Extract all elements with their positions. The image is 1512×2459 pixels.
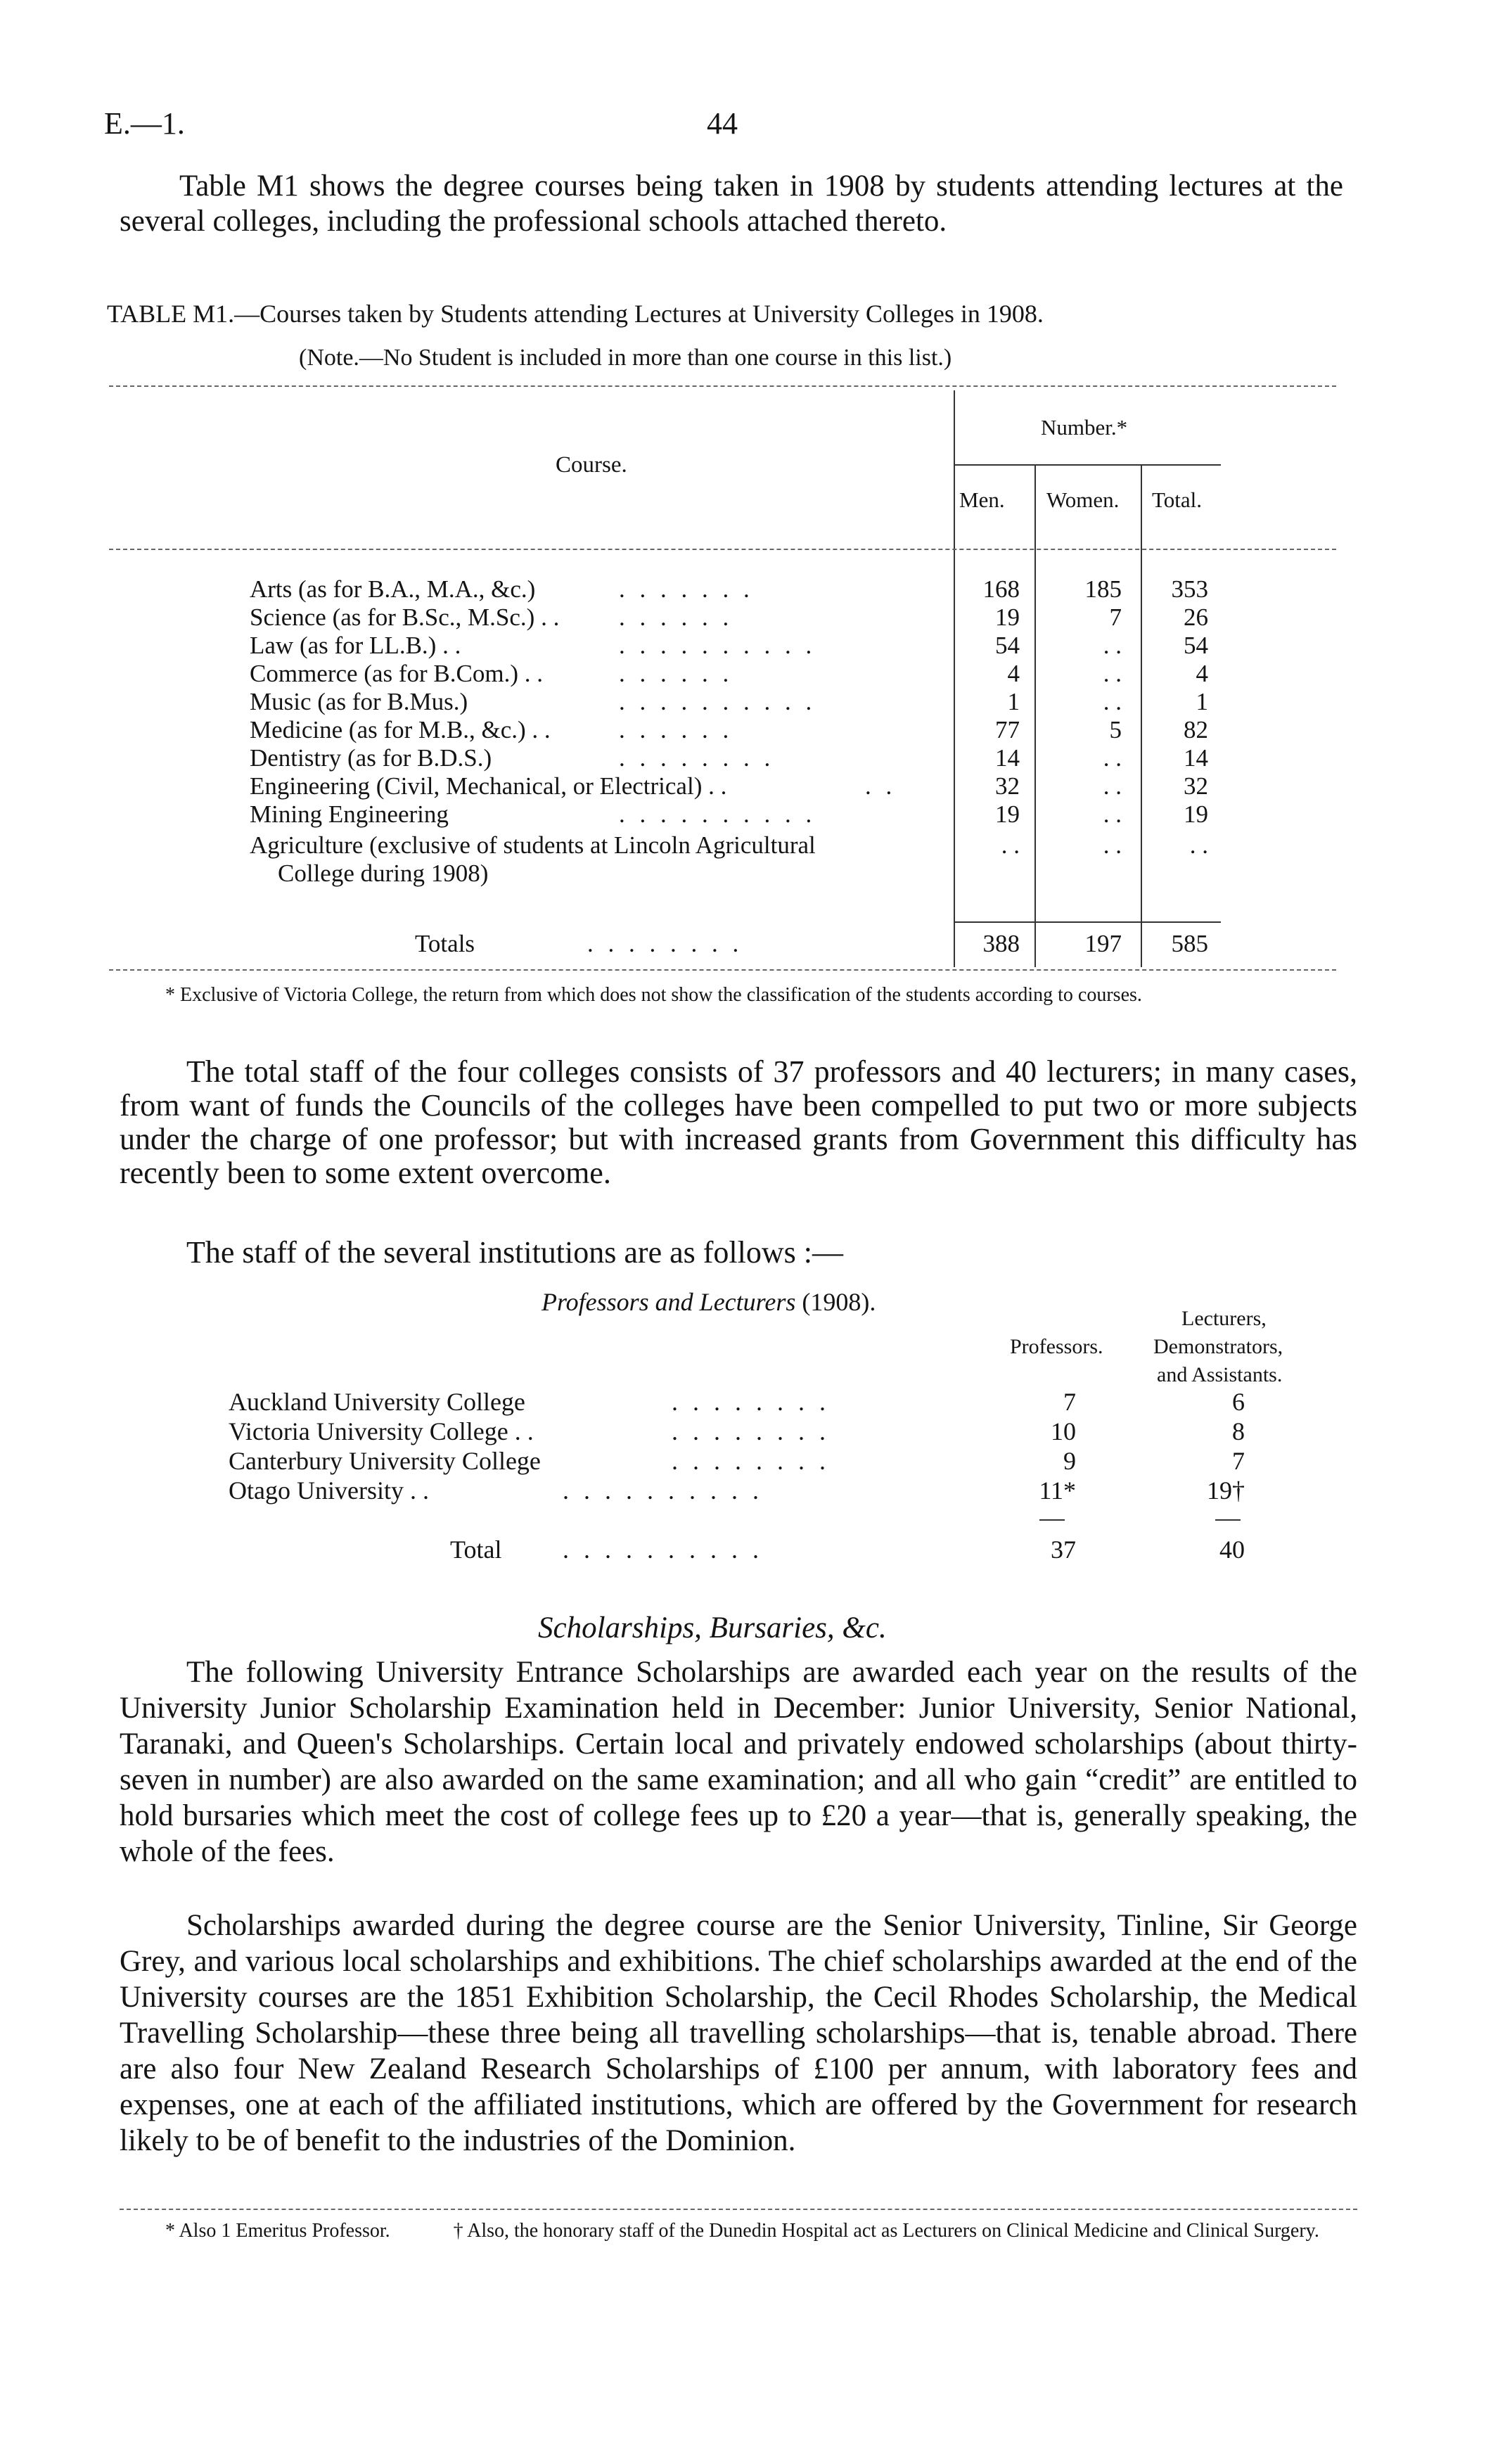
- men-cell: 14: [995, 744, 1020, 772]
- table-row: [0, 632, 1512, 660]
- column-header-number: Number.*: [1041, 415, 1128, 440]
- total-cell: 19: [1184, 800, 1208, 828]
- leader-dots: . . . . . . . . . .: [563, 1476, 763, 1505]
- leader-dots: . . . . . .: [619, 716, 733, 743]
- total-cell: . .: [1189, 831, 1208, 859]
- women-cell: . .: [1103, 744, 1122, 772]
- professors-sum-rule: [1039, 1519, 1065, 1521]
- table-row: [0, 800, 1512, 829]
- staff-row: [0, 1387, 1512, 1417]
- leader-dots: . . . . . . . . . .: [619, 688, 816, 715]
- staff-row: [0, 1446, 1512, 1476]
- men-total: 388: [982, 930, 1020, 957]
- course-cell: Music (as for B.Mus.): [250, 688, 468, 715]
- men-cell: 168: [982, 575, 1020, 603]
- table-top-rule: [109, 385, 1336, 387]
- professors-count: 10: [1051, 1417, 1076, 1445]
- women-cell: 185: [1084, 575, 1122, 603]
- staff-table-year: (1908).: [802, 1288, 876, 1316]
- course-cell: Arts (as for B.A., M.A., &c.): [250, 575, 536, 603]
- professors-count: 7: [1063, 1388, 1076, 1416]
- leader-dots: . . . . . . . . . .: [619, 800, 816, 828]
- institution-name: Auckland University College: [229, 1388, 525, 1416]
- total-cell: 26: [1184, 603, 1208, 631]
- staff-table-title-text: Professors and Lecturers: [542, 1288, 796, 1316]
- lecturers-count: 6: [1232, 1388, 1245, 1416]
- men-cell: 1: [1007, 688, 1020, 715]
- women-cell: 5: [1109, 716, 1122, 743]
- leader-dots: . . . . . . .: [619, 575, 754, 603]
- totals-label: Totals: [415, 930, 475, 957]
- column-header-course: Course.: [556, 452, 627, 478]
- professors-count: 9: [1063, 1447, 1076, 1475]
- women-cell: . .: [1103, 688, 1122, 715]
- intro-paragraph: Table M1 shows the degree courses being taken in 1908 by students attending lectures at the several colleges, including the professional schools attached thereto.: [120, 170, 1343, 238]
- page-footnotes: [120, 2219, 1357, 2243]
- table-header-rule: [109, 549, 1336, 550]
- table-m1-note: (Note.—No Student is included in more than one course in this list.): [299, 345, 952, 371]
- table-row: [0, 660, 1512, 689]
- table-row: [0, 716, 1512, 745]
- women-cell: . .: [1103, 800, 1122, 828]
- page-number: 44: [707, 106, 738, 141]
- table-row: [0, 772, 1512, 801]
- leader-dots: . . . . . . . .: [672, 1417, 830, 1445]
- leader-dots: . . . . . . . .: [619, 744, 775, 772]
- table-row: [0, 744, 1512, 773]
- course-cell: Engineering (Civil, Mechanical, or Electrical) . .: [250, 772, 727, 800]
- total-cell: 32: [1184, 772, 1208, 800]
- scholarships-heading: Scholarships, Bursaries, &c.: [538, 1611, 887, 1644]
- table-row: [0, 603, 1512, 632]
- professors-count: 11*: [1039, 1476, 1076, 1505]
- women-cell: . .: [1103, 660, 1122, 687]
- institution-name: Otago University . .: [229, 1476, 429, 1505]
- total-cell: 4: [1196, 660, 1208, 687]
- total-cell: 54: [1184, 632, 1208, 659]
- column-header-women: Women.: [1046, 487, 1120, 512]
- leader-dots: . .: [865, 772, 897, 800]
- leader-dots: . . . . . . . . . .: [619, 632, 816, 659]
- men-cell: 19: [995, 800, 1020, 828]
- women-cell: 7: [1109, 603, 1122, 631]
- staff-intro: The staff of the several institutions are as follows :—: [186, 1235, 843, 1270]
- table-row: [0, 575, 1512, 604]
- staff-row: [0, 1476, 1512, 1505]
- women-cell: . .: [1103, 772, 1122, 800]
- men-cell: . .: [1001, 831, 1020, 859]
- totals-row: [0, 930, 1512, 959]
- footnote-emeritus: * Also 1 Emeritus Professor.: [165, 2220, 390, 2242]
- total-cell: 353: [1171, 575, 1208, 603]
- course-cell: Science (as for B.Sc., M.Sc.) . .: [250, 603, 560, 631]
- footnote-dunedin: † Also, the honorary staff of the Dunedin Hospital act as Lecturers on Clinical Medicine and Clinical Surgery.: [453, 2220, 1319, 2242]
- lecturers-sum-rule: [1215, 1519, 1241, 1521]
- total-cell: 82: [1184, 716, 1208, 743]
- leader-dots: . . . . . . . .: [587, 930, 743, 957]
- women-total: 197: [1084, 930, 1122, 957]
- institution-name: Canterbury University College: [229, 1447, 541, 1475]
- staff-table-title: [542, 1287, 876, 1317]
- women-cell: . .: [1103, 831, 1122, 859]
- total-label: Total: [450, 1535, 502, 1564]
- column-header-total: Total.: [1152, 487, 1203, 512]
- table-bottom-rule: [109, 969, 1336, 971]
- course-cell: Dentistry (as for B.D.S.): [250, 744, 492, 772]
- leader-dots: . . . . . . . .: [672, 1447, 830, 1475]
- women-cell: . .: [1103, 632, 1122, 659]
- table-m1-title: TABLE M1.—Courses taken by Students attending Lectures at University Colleges in 1908.: [107, 300, 1044, 328]
- table-number-rule: [954, 464, 1221, 466]
- professors-total: 37: [1051, 1535, 1076, 1564]
- lecturers-total: 40: [1219, 1535, 1245, 1564]
- course-cell: Medicine (as for M.B., &c.) . .: [250, 716, 551, 743]
- column-header-men: Men.: [959, 487, 1005, 512]
- column-header-lecturers-3: and Assistants.: [1157, 1363, 1283, 1386]
- men-cell: 77: [995, 716, 1020, 743]
- institution-name: Victoria University College . .: [229, 1417, 534, 1445]
- leader-dots: . . . . . . . .: [672, 1388, 830, 1416]
- leader-dots: . . . . . .: [619, 603, 733, 631]
- table-totals-rule: [954, 921, 1221, 923]
- table-m1-footnote: * Exclusive of Victoria College, the return from which does not show the classification of the students according to courses.: [165, 984, 1142, 1006]
- lecturers-count: 19†: [1207, 1476, 1245, 1505]
- leader-dots: . . . . . . . . . .: [563, 1535, 763, 1564]
- lecturers-count: 7: [1232, 1447, 1245, 1475]
- course-cell: College during 1908): [278, 860, 489, 887]
- staff-paragraph: The total staff of the four colleges consists of 37 professors and 40 lecturers; in many cases, from want of funds the Councils of the colleges have been compelled to put two or more subjects under the charge of one professor; but with increased grants from Government this difficulty has recently been to some extent overcome.: [120, 1054, 1357, 1190]
- course-cell: Law (as for LL.B.) . .: [250, 632, 461, 659]
- course-cell: Commerce (as for B.Com.) . .: [250, 660, 543, 687]
- men-cell: 54: [995, 632, 1020, 659]
- staff-total-row: [0, 1535, 1512, 1564]
- course-cell: Mining Engineering: [250, 800, 449, 828]
- column-header-lecturers-1: Lecturers,: [1181, 1307, 1267, 1330]
- table-row: [0, 688, 1512, 717]
- column-header-lecturers-2: Demonstrators,: [1153, 1335, 1283, 1358]
- scholarships-paragraph-2: Scholarships awarded during the degree course are the Senior University, Tinline, Sir George Grey, and various local scholarships and exhibitions. The chief scholarships awarded at the end of the University courses are the 1851 Exhibition Scholarship, the Cecil Rhodes Scholarship, the Medical Travelling Scholarship—these three being all travelling scholarships—that is, tenable abroad. There are also four New Zealand Research Scholarships of £100 per annum, with laboratory fees and expenses, one at each of the affiliated institutions, which are offered by the Government for research likely to be of benefit to the industries of the Dominion.: [120, 1909, 1357, 2157]
- total-cell: 14: [1184, 744, 1208, 772]
- grand-total: 585: [1171, 930, 1208, 957]
- table-row: [0, 831, 1512, 860]
- leader-dots: . . . . . .: [619, 660, 733, 687]
- course-cell: Agriculture (exclusive of students at Lincoln Agricultural: [250, 831, 816, 859]
- men-cell: 19: [995, 603, 1020, 631]
- lecturers-count: 8: [1232, 1417, 1245, 1445]
- staff-row: [0, 1417, 1512, 1446]
- footnote-rule: [120, 2209, 1357, 2210]
- men-cell: 4: [1007, 660, 1020, 687]
- table-row: [0, 860, 1512, 888]
- document-reference: E.—1.: [104, 106, 185, 141]
- men-cell: 32: [995, 772, 1020, 800]
- column-header-professors: Professors.: [1010, 1335, 1103, 1358]
- total-cell: 1: [1196, 688, 1208, 715]
- scholarships-paragraph-1: The following University Entrance Scholarships are awarded each year on the results of the University Junior Scholarship Examination held in December: Junior University, Senior National, Taranaki, and Queen's Scholarships. Certain local and privately endowed scholarships (about thirty-seven in number) are also awarded on the same examination; and all who gain “credit” are entitled to hold bursaries which meet the cost of college fees up to £20 a year—that is, generally speaking, the whole of the fees.: [120, 1656, 1357, 1868]
